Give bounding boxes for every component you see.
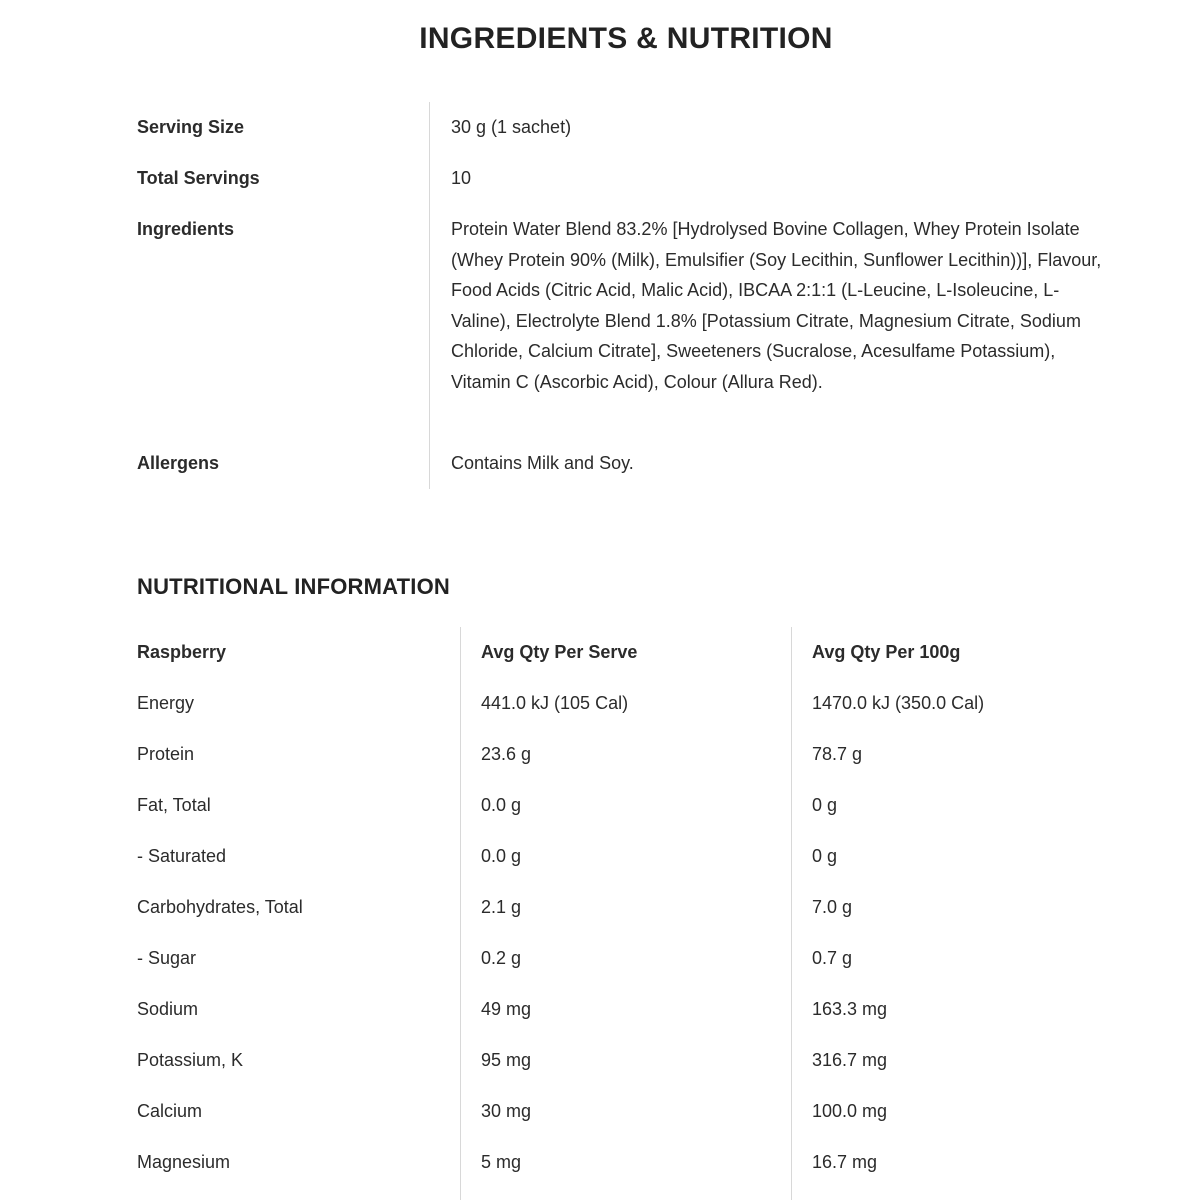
per-serve-value: 95 mg xyxy=(481,1050,532,1070)
nutrient-name: Magnesium xyxy=(137,1152,231,1172)
total-servings-label: Total Servings xyxy=(137,168,260,188)
table-row xyxy=(137,793,1117,844)
nutrition-header-row xyxy=(137,640,1117,691)
per-serve-value: 0.0 g xyxy=(481,795,522,815)
per-100g-value: 7.0 g xyxy=(812,897,853,917)
per-serve-value: 5 mg xyxy=(481,1152,522,1172)
table-row xyxy=(137,1048,1117,1099)
per-100g-value: 0 g xyxy=(812,846,838,866)
per-serve-value: 0.2 g xyxy=(481,948,522,968)
flavour-header: Raspberry xyxy=(137,642,227,662)
per-serve-value: 30 mg xyxy=(481,1101,532,1121)
nutrient-name: Calcium xyxy=(137,1101,203,1121)
column-divider xyxy=(429,102,430,489)
nutrient-name: - Saturated xyxy=(137,846,227,866)
table-row xyxy=(137,1099,1117,1150)
nutrient-name: Fat, Total xyxy=(137,795,211,815)
nutrient-name: Protein xyxy=(137,744,195,764)
per-100g-header: Avg Qty Per 100g xyxy=(812,642,961,662)
per-100g-value: 316.7 mg xyxy=(812,1050,888,1070)
table-row xyxy=(137,895,1117,946)
total-servings-value: 10 xyxy=(451,168,472,188)
per-100g-value: 100.0 mg xyxy=(812,1101,888,1121)
per-serve-header: Avg Qty Per Serve xyxy=(481,642,638,662)
per-serve-value: 0.0 g xyxy=(481,846,522,866)
nutrient-name: - Sugar xyxy=(137,948,197,968)
table-row xyxy=(137,844,1117,895)
nutrient-name: Sodium xyxy=(137,999,199,1019)
serving-size-value: 30 g (1 sachet) xyxy=(451,117,572,137)
per-100g-value: 1470.0 kJ (350.0 Cal) xyxy=(812,693,985,713)
ingredients-value: Protein Water Blend 83.2% [Hydrolysed Bovine Collagen, Whey Protein Isolate (Whey Protein 90% (Milk), Emulsifier (Soy Lecithin, Sunflower Lecithin))], Flavour, Food Acids (Citric Acid, Malic Acid), IBCAA 2:1:1 (L-Leucine, L-Isoleucine, L-Valine), Electrolyte Blend 1.8% [Potassium Citrate, Magnesium Citrate, Sodium Chloride, Calcium Citrate], Sweeteners (Sucralose, Acesulfame Potassium), Vitamin C (Ascorbic Acid), Colour (Allura Red). xyxy=(451,219,1102,392)
per-100g-value: 16.7 mg xyxy=(812,1152,878,1172)
per-serve-value: 441.0 kJ (105 Cal) xyxy=(481,693,629,713)
nutrient-name: Energy xyxy=(137,693,195,713)
table-row xyxy=(137,691,1117,742)
table-row xyxy=(137,1150,1117,1201)
per-serve-value: 23.6 g xyxy=(481,744,532,764)
nutrition-section-title: NUTRITIONAL INFORMATION xyxy=(137,574,450,599)
per-100g-value: 0 g xyxy=(812,795,838,815)
nutrition-table xyxy=(137,627,1117,1200)
serving-size-label: Serving Size xyxy=(137,117,245,137)
table-row xyxy=(137,742,1117,793)
per-100g-value: 163.3 mg xyxy=(812,999,888,1019)
page-title: INGREDIENTS & NUTRITION xyxy=(419,22,833,55)
per-serve-value: 2.1 g xyxy=(481,897,522,917)
table-row xyxy=(137,946,1117,997)
per-serve-value: 49 mg xyxy=(481,999,532,1019)
per-100g-value: 0.7 g xyxy=(812,948,853,968)
allergens-label: Allergens xyxy=(137,453,220,473)
nutrient-name: Carbohydrates, Total xyxy=(137,897,303,917)
per-100g-value: 78.7 g xyxy=(812,744,863,764)
ingredients-label: Ingredients xyxy=(137,219,235,239)
table-row xyxy=(137,997,1117,1048)
allergens-value: Contains Milk and Soy. xyxy=(451,453,634,473)
nutrient-name: Potassium, K xyxy=(137,1050,244,1070)
